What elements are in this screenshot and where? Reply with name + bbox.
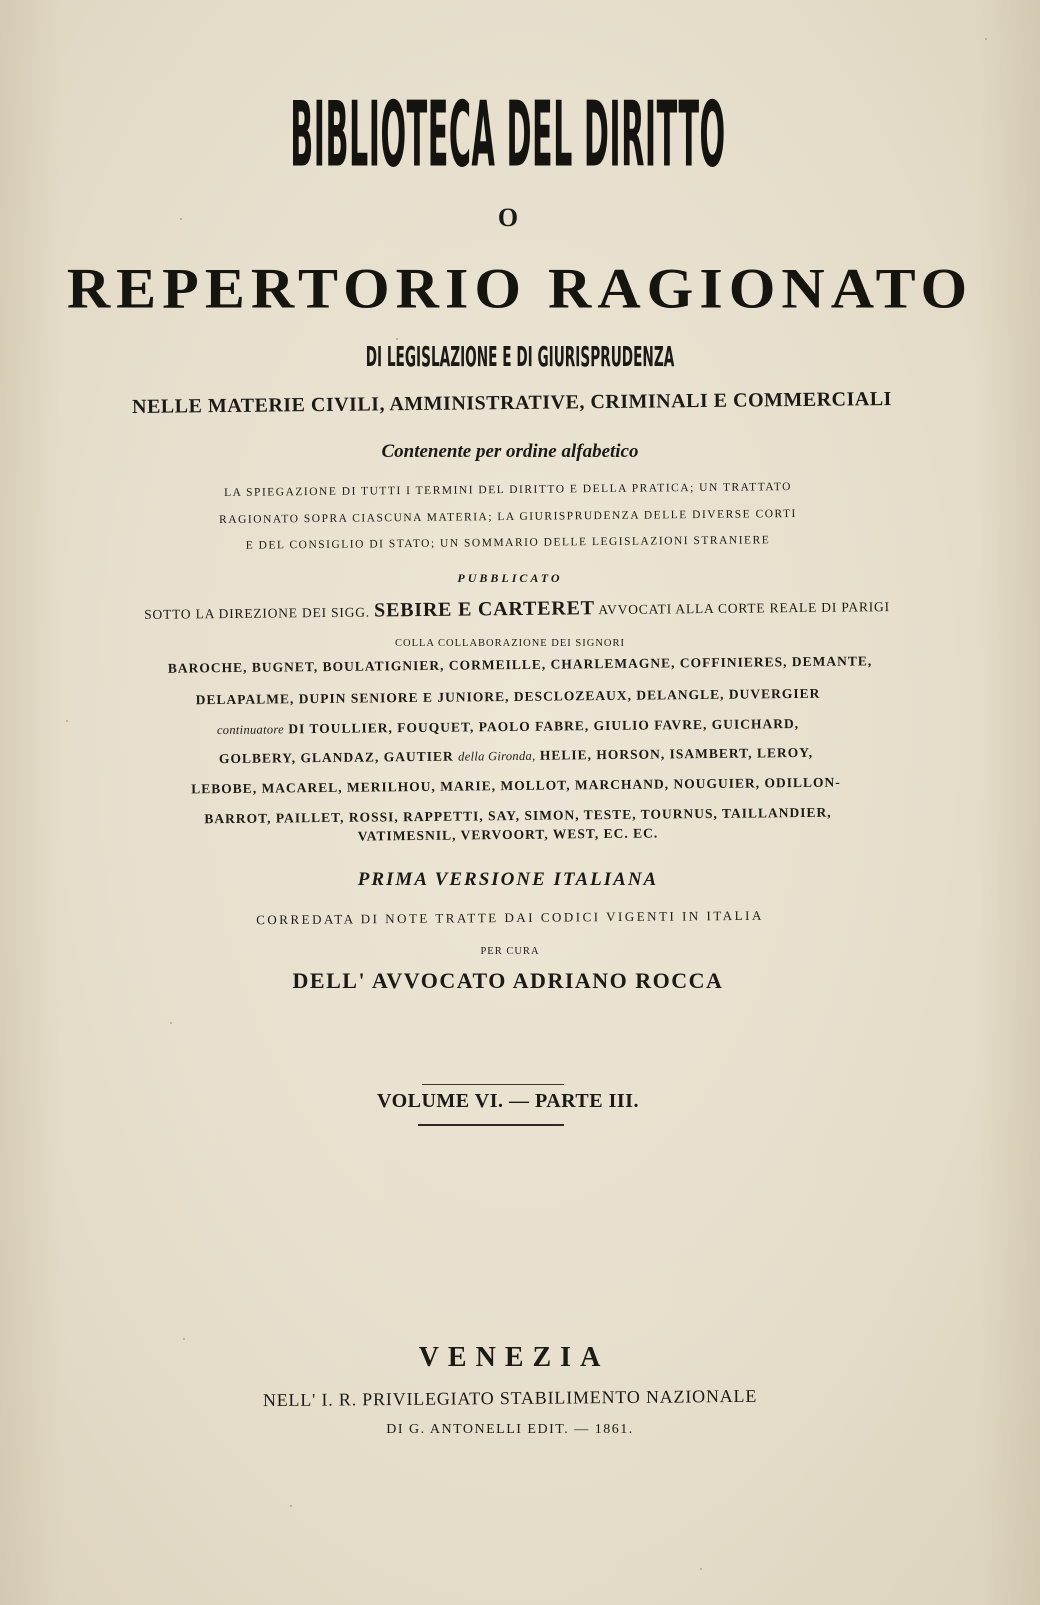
volume-label: VOLUME VI. — PARTE III. [377, 1090, 639, 1112]
title-conjunction: O [497, 203, 519, 232]
edition-title: PRIMA VERSIONE ITALIANA [357, 869, 659, 890]
paper-speck [180, 218, 182, 220]
edited-by-label: PER CURA [480, 946, 540, 957]
subtitle-subjects: NELLE MATERIE CIVILI, AMMINISTRATIVE, CRIMINALI E COMMERCIALI [131, 388, 893, 418]
direction-prefix: SOTTO LA DIREZIONE DEI SIGG. [144, 604, 371, 622]
collaborators-line-7: VATIMESNIL, VERVOORT, WEST, EC. EC. [357, 825, 659, 844]
directors-names: SEBIRE E CARTERET [373, 597, 595, 622]
editor-name: DELL' AVVOCATO ADRIANO ROCCA [292, 968, 724, 993]
volume-rule-bottom [418, 1124, 564, 1126]
collaborators-line-4-pre: GOLBERY, GLANDAZ, GAUTIER [218, 748, 454, 767]
paper-speck [290, 1505, 292, 1507]
collaborators-line-4-italic: della Gironda, [458, 748, 536, 764]
collaborators-line-3-text: DI TOULLIER, FOUQUET, PAOLO FABRE, GIULIO FAVRE, GUICHARD, [288, 715, 800, 737]
imprint-printer: NELL' I. R. PRIVILEGIATO STABILIMENTO NAZIONALE [262, 1385, 758, 1411]
paper-speck [396, 338, 398, 340]
main-title: BIBLIOTECA DEL DIRITTO [290, 82, 726, 188]
collaborators-line-2: DELAPALME, DUPIN SENIORE E JUNIORE, DESCLOZEAUX, DELANGLE, DUVERGIER [195, 685, 821, 708]
paper-speck [170, 1022, 172, 1024]
paper-speck [183, 1338, 185, 1340]
published-label: PUBBLICATO [457, 571, 563, 585]
collaborators-line-4 [0, 743, 1036, 770]
contents-line-2: RAGIONATO SOPRA CIASCUNA MATERIA; LA GIURISPRUDENZA DELLE DIVERSE CORTI [219, 507, 797, 527]
contents-line-1: LA SPIEGAZIONE DI TUTTI I TERMINI DEL DIRITTO E DELLA PRATICA; UN TRATTATO [223, 481, 793, 499]
edition-notes: CORREDATA DI NOTE TRATTE DAI CODICI VIGENTI IN ITALIA [256, 907, 764, 928]
subtitle-legislation: DI LEGISLAZIONE E DI GIURISPRUDENZA [365, 342, 675, 374]
alternate-title: REPERTORIO RAGIONATO [66, 256, 974, 320]
collaborators-line-1: BAROCHE, BUGNET, BOULATIGNIER, CORMEILLE, CHARLEMAGNE, COFFINIERES, DEMANTE, [167, 653, 873, 676]
collaborators-line-3-italic: continuatore [216, 722, 284, 738]
paper-speck [700, 1568, 702, 1570]
imprint-publisher: DI G. ANTONELLI EDIT. — 1861. [386, 1422, 634, 1437]
paper-speck [985, 38, 987, 40]
contents-line-3: E DEL CONSIGLIO DI STATO; UN SOMMARIO DELLE LEGISLAZIONI STRANIERE [245, 534, 771, 552]
contents-intro: Contenente per ordine alfabetico [381, 441, 639, 462]
volume-rule-top [422, 1084, 564, 1085]
direction-suffix: AVVOCATI ALLA CORTE REALE DI PARIGI [598, 599, 890, 618]
collaborators-line-3 [0, 714, 1028, 741]
collaborators-line-6: BARROT, PAILLET, ROSSI, RAPPETTI, SAY, SIMON, TESTE, TOURNUS, TAILLANDIER, [204, 804, 832, 827]
paper-speck [66, 720, 68, 722]
collaboration-label: COLLA COLLABORAZIONE DEI SIGNORI [394, 638, 626, 649]
collaborators-line-4-post: HELIE, HORSON, ISAMBERT, LEROY, [539, 744, 814, 763]
collaborators-line-5: LEBOBE, MACAREL, MERILHOU, MARIE, MOLLOT, MARCHAND, NOUGUIER, ODILLON- [191, 774, 841, 797]
imprint-city: VENEZIA [418, 1342, 610, 1373]
direction-line [0, 593, 1037, 627]
